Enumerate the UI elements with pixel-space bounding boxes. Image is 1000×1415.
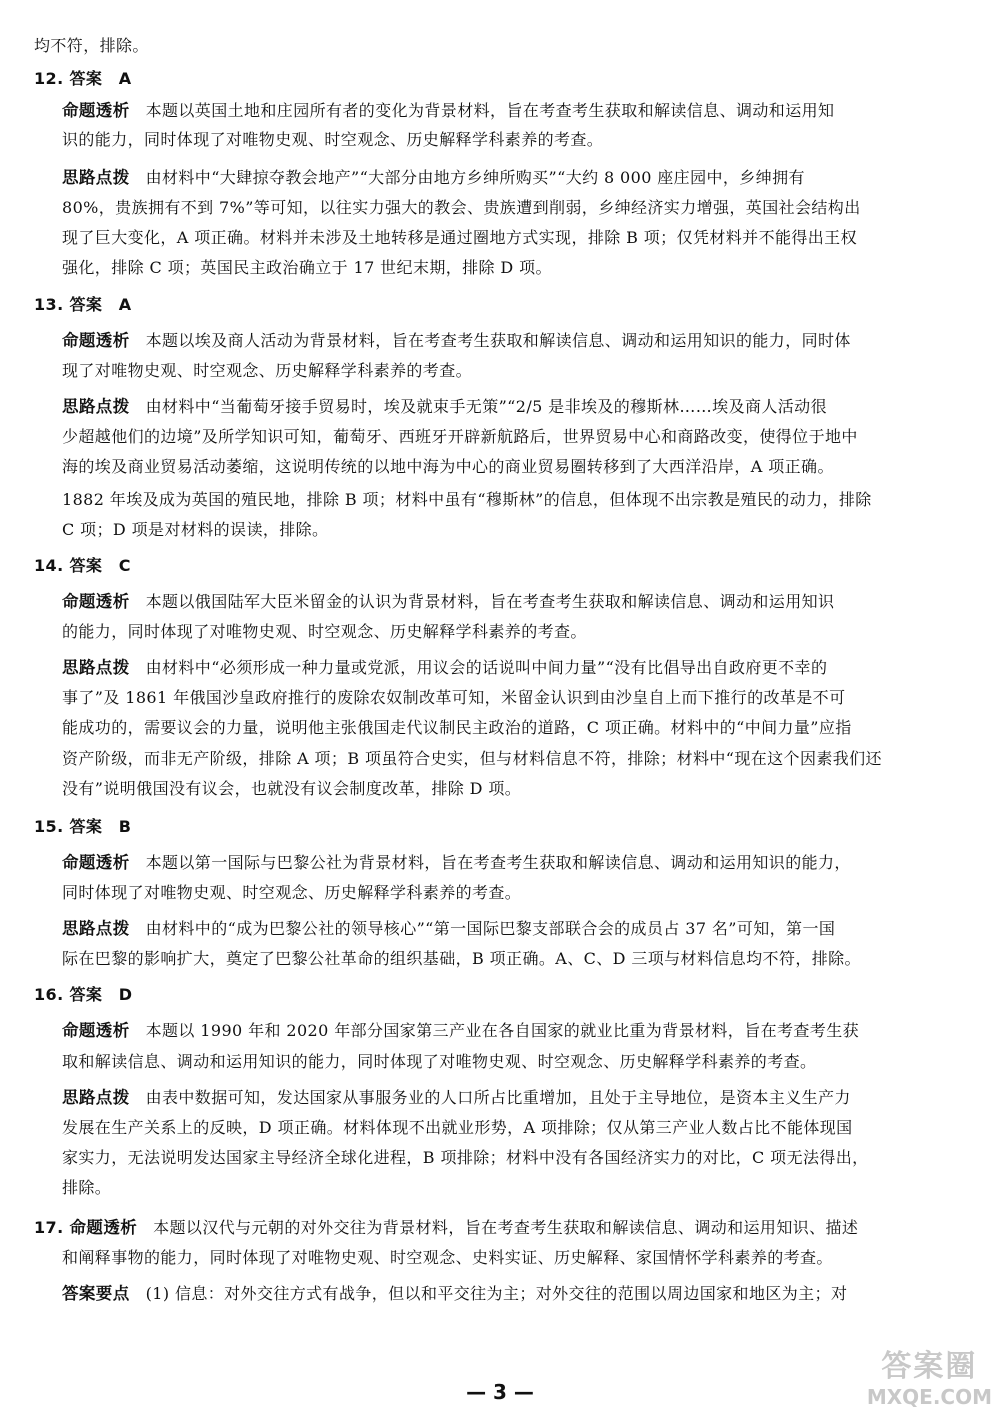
section-label: 命题透析 [62,592,130,611]
text-line: C 项；D 项是对材料的误读，排除。 [62,520,329,539]
text-line: 没有”说明俄国没有议会，也就没有议会制度改革，排除 D 项。 [62,779,522,798]
text-line [34,1218,966,1238]
section-text: 本题以俄国陆军大臣米留金的认识为背景材料，旨在考查考生获取和解读信息、调动和运用知识 [145,592,835,611]
text-line [62,101,966,121]
section-label: 命题透析 [62,1021,130,1040]
section-label: 思路点拨 [62,168,130,187]
text-line: 80%，贵族拥有不到 7%”等可知，以往实力强大的教会、贵族遭到削弱，乡绅经济实力增强，英国社会结构出 [62,198,861,217]
text-line: 均不符，排除。 [34,36,149,55]
section-text: 本题以汉代与元朝的对外交往为背景材料，旨在考查考生获取和解读信息、调动和运用知识、描述 [153,1218,859,1237]
text-line: 少超越他们的边境”及所学知识可知，葡萄牙、西班牙开辟新航路后，世界贸易中心和商路改变，使得位于地中 [62,427,858,446]
text-line: 15. 答案 B [34,817,132,836]
watermark-url: MXQE.COM [866,1385,992,1409]
text-line: 际在巴黎的影响扩大，奠定了巴黎公社革命的组织基础，B 项正确。A、C、D 三项与材料信息均不符，排除。 [62,949,861,968]
text-line [62,168,966,188]
text-line: 家实力，无法说明发达国家主导经济全球化进程，B 项排除；材料中没有各国经济实力的对比，C 项无法得出， [62,1148,869,1167]
section-text: 本题以英国土地和庄园所有者的变化为背景材料，旨在考查考生获取和解读信息、调动和运用知 [145,101,835,120]
text-line: 排除。 [62,1178,112,1197]
text-line: 16. 答案 D [34,985,133,1004]
question-number: 17. [34,1218,70,1237]
text-line: 14. 答案 C [34,556,131,575]
section-label: 命题透析 [62,331,130,350]
text-line [62,853,966,873]
text-line: 事了”及 1861 年俄国沙皇政府推行的废除农奴制改革可知，米留金认识到由沙皇自上而下推行的改革是不可 [62,688,846,707]
text-line [62,1284,966,1304]
text-line [62,1088,966,1108]
text-line: 同时体现了对唯物史观、时空观念、历史解释学科素养的考查。 [62,883,522,902]
text-line: 海的埃及商业贸易活动萎缩，这说明传统的以地中海为中心的商业贸易圈转移到了大西洋沿岸，A 项正确。 [62,457,834,476]
section-text: 本题以埃及商人活动为背景材料，旨在考查考生获取和解读信息、调动和运用知识的能力，同时体 [145,331,851,350]
text-line [62,592,966,612]
section-text: 由表中数据可知，发达国家从事服务业的人口所占比重增加，且处于主导地位，是资本主义生产力 [145,1088,851,1107]
section-label: 答案要点 [62,1284,130,1303]
section-label: 思路点拨 [62,919,130,938]
text-line [62,331,966,351]
text-line [62,658,966,678]
section-text: 由材料中“必须形成一种力量或党派，用议会的话说叫中间力量”“没有比倡导出自政府更不幸的 [145,658,828,677]
text-line: 和阐释事物的能力，同时体现了对唯物史观、时空观念、史料实证、历史解释、家国情怀学科素养的考查。 [62,1248,833,1267]
section-label: 命题透析 [62,101,130,120]
text-line [62,919,966,939]
text-line: 12. 答案 A [34,69,132,88]
text-line: 资产阶级，而非无产阶级，排除 A 项；B 项虽符合史实，但与材料信息不符，排除；材料中“现在这个因素我们还 [62,749,882,768]
text-line: 的能力，同时体现了对唯物史观、时空观念、历史解释学科素养的考查。 [62,622,587,641]
section-text: 本题以第一国际与巴黎公社为背景材料，旨在考查考生获取和解读信息、调动和运用知识的能力， [145,853,851,872]
page-number: — 3 — [466,1380,534,1404]
text-line: 现了巨大变化，A 项正确。材料并未涉及土地转移是通过圈地方式实现，排除 B 项；仅凭材料并不能得出王权 [62,228,857,247]
section-label: 思路点拨 [62,397,130,416]
text-line: 发展在生产关系上的反映，D 项正确。材料体现不出就业形势，A 项排除；仅从第三产业人数占比不能体现国 [62,1118,853,1137]
text-line: 取和解读信息、调动和运用知识的能力，同时体现了对唯物史观、时空观念、历史解释学科素养的考查。 [62,1052,817,1071]
section-text: (1) 信息：对外交往方式有战争，但以和平交往为主；对外交往的范围以周边国家和地区为主；对 [145,1284,848,1303]
text-line: 13. 答案 A [34,295,132,314]
section-label: 命题透析 [69,1218,138,1237]
text-line: 能成功的，需要议会的力量，说明他主张俄国走代议制民主政治的道路，C 项正确。材料中的“中间力量”应指 [62,718,852,737]
text-line: 现了对唯物史观、时空观念、历史解释学科素养的考查。 [62,361,473,380]
section-text: 由材料中的“成为巴黎公社的领导核心”“第一国际巴黎支部联合会的成员占 37 名”可知，第一国 [145,919,836,938]
section-text: 本题以 1990 年和 2020 年部分国家第三产业在各自国家的就业比重为背景材料，旨在考查考生获 [145,1021,859,1040]
text-line: 1882 年埃及成为英国的殖民地，排除 B 项；材料中虽有“穆斯林”的信息，但体现不出宗教是殖民的动力，排除 [62,490,872,509]
watermark [867,1341,992,1409]
section-label: 命题透析 [62,853,130,872]
text-line: 强化，排除 C 项；英国民主政治确立于 17 世纪末期，排除 D 项。 [62,258,552,277]
text-line [62,1021,966,1041]
text-line: 识的能力，同时体现了对唯物史观、时空观念、历史解释学科素养的考查。 [62,130,604,149]
section-label: 思路点拨 [62,1088,130,1107]
section-text: 由材料中“大肆掠夺教会地产”“大部分由地方乡绅所购买”“大约 8 000 座庄园中，乡绅拥有 [145,168,805,187]
section-text: 由材料中“当葡萄牙接手贸易时，埃及就束手无策”“2/5 是非埃及的穆斯林……埃及商人活动很 [145,397,827,416]
section-label: 思路点拨 [62,658,130,677]
text-line [62,397,966,417]
watermark-logo: 答案圈 [881,1349,978,1384]
